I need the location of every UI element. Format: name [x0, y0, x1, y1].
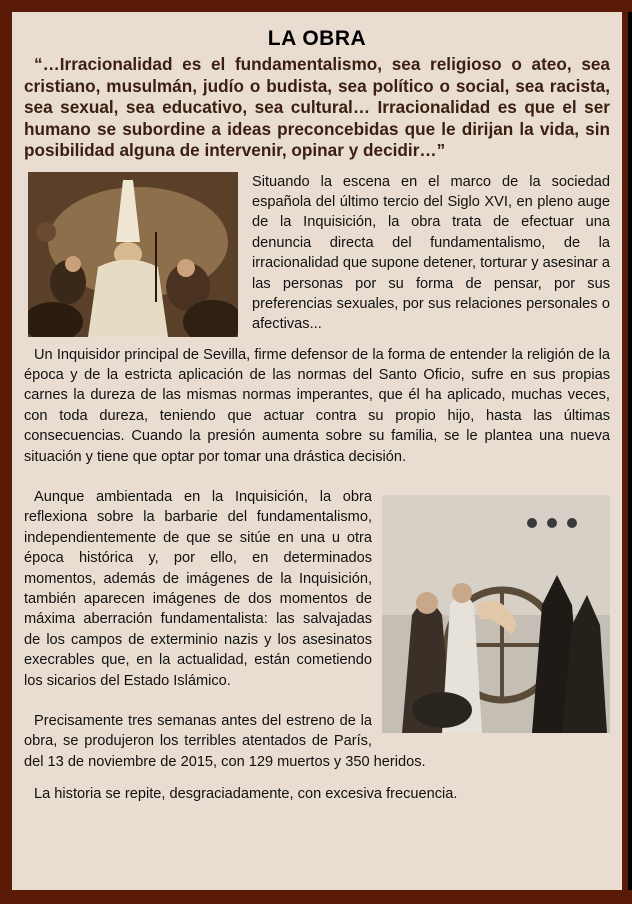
inquisition-torture-image: [382, 495, 610, 733]
page-title: LA OBRA: [267, 27, 367, 50]
paragraph-5: La historia se repite, desgraciadamente, con excesiva frecuencia.: [34, 786, 458, 803]
paragraph-3: Aunque ambientada en la Inquisición, la obra reflexiona sobre la barbarie del fundamentalismo, independientemente de que se sitúe en una u otra época histórica y, por ello, en determinados momentos, además de imágenes de la Inquisición, también aparecen imágenes de dos momentos de máxima aberración fundamentalista: las salvajadas de los campos de exterminio nazis y los asesinatos execrables que, en la actualidad, están cometiendo los sicarios del Estado Islámico.: [24, 488, 372, 689]
paragraph-4: Precisamente tres semanas antes del estreno de la obra, se produjeron los terribles atentados de París, del 13 de noviembre de 2015, con 129 muertos y 350 heridos.: [24, 713, 426, 770]
inquisition-procession-illustration: [28, 172, 238, 337]
document-body: [24, 26, 610, 805]
section-setting: [24, 172, 610, 341]
intro-quote: “…Irracionalidad es el fundamentalismo, sea religioso o ateo, sea cristiano, musulmán, judío o budista, sea político o social, sea racista, sea sexual, sea educativo, sea cultural… Irracionalidad es que el ser humano se subordine a ideas preconcebidas que le dirijan la vida, sin posibilidad alguna de intervenir, opinar y decidir…”: [24, 54, 610, 160]
section-plot: [24, 345, 610, 467]
inquisition-procession-image: [28, 172, 238, 337]
section-reflection: [24, 487, 610, 772]
inquisition-torture-illustration: [382, 495, 610, 733]
paragraph-2: Un Inquisidor principal de Sevilla, firme defensor de la forma de entender la religión de la época y de la estricta aplicación de las normas del Santo Oficio, sufre en sus propias carnes la dureza de las mismas normas imperantes, que él ha aplicado, muchas veces, con toda dureza, teniendo que actuar contra su propio hijo, hasta las últimas consecuencias. Cuando la presión aumenta sobre su familia, se le plantea una nueva situación y tiene que optar por tomar una drástica decisión.: [24, 346, 610, 465]
paragraph-1: Situando la escena en el marco de la sociedad española del último tercio del Siglo XVI, en pleno auge de la Inquisición, la obra trata de efectuar una denuncia directa del fundamentalismo, de la irracionalidad que supone detener, torturar y asesinar a las personas por su forma de pensar, por sus preferencias sexuales, por sus relaciones personales o afectivas...: [252, 173, 610, 333]
